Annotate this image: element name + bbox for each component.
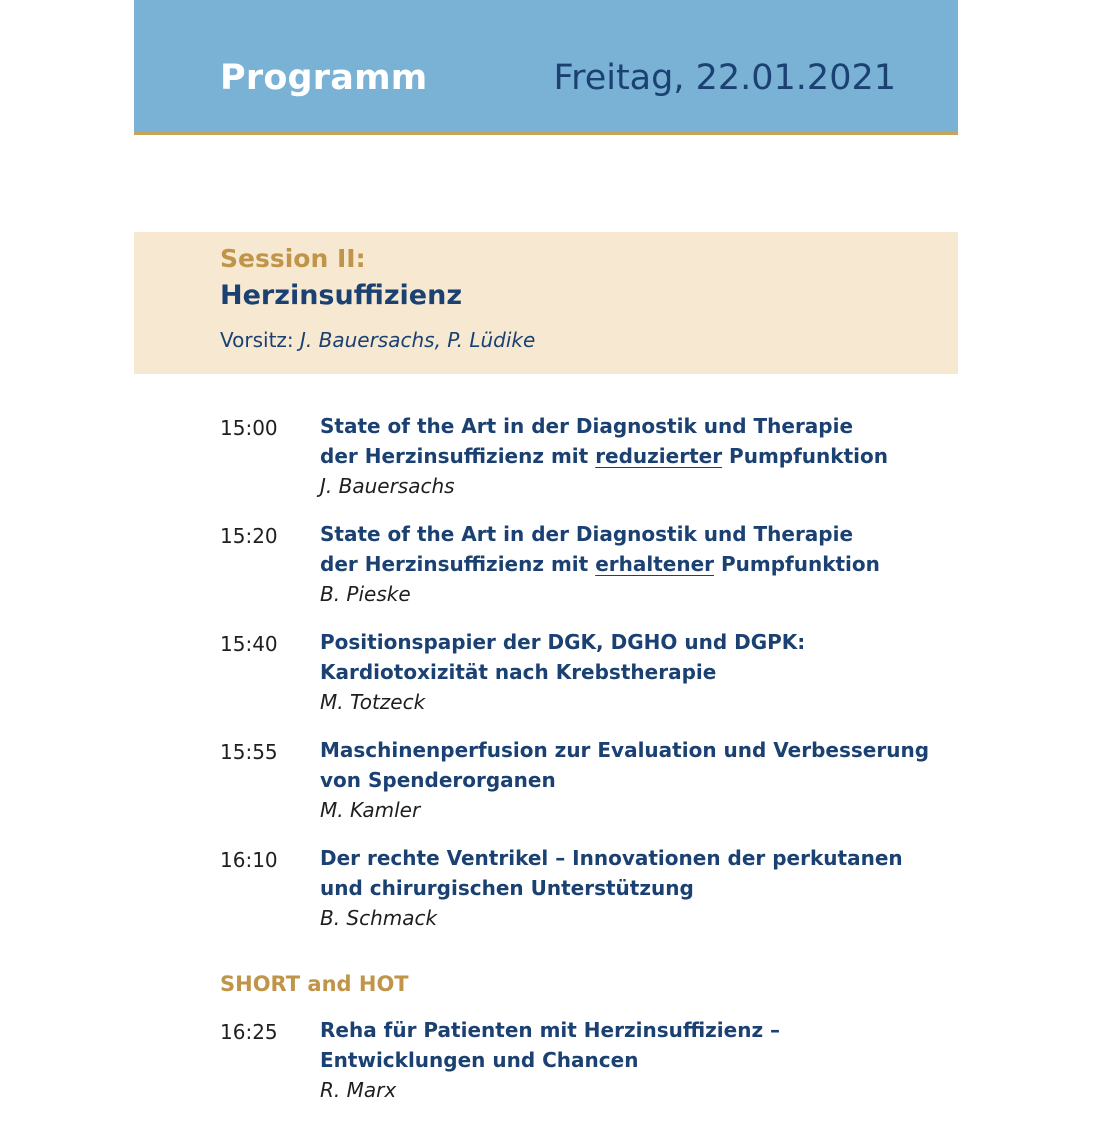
session-title: Herzinsuffizienz [220,280,463,311]
program-list [220,411,940,1123]
item-content [320,519,940,609]
title-underlined-word: erhaltener [595,552,714,576]
talk-title-line: Entwicklungen und Chancen [320,1048,639,1072]
item-content [320,843,940,933]
item-time: 15:55 [220,740,278,764]
talk-title-line: Der rechte Ventrikel – Innovationen der perkutanen [320,846,903,870]
item-content [320,1015,940,1105]
item-time: 15:20 [220,524,278,548]
program-date: Freitag, 22.01.2021 [553,58,896,98]
program-item [220,627,940,717]
title-segment: der Herzinsuffizienz mit [320,552,596,576]
talk-title-line: Positionspapier der DGK, DGHO und DGPK: [320,630,806,654]
session-label: Session II: [220,244,366,273]
item-time: 16:25 [220,1020,278,1044]
speaker-name: R. Marx [320,1078,397,1102]
talk-title-line: State of the Art in der Diagnostik und Therapie [320,414,854,438]
talk-title-line: und chirurgischen Unterstützung [320,876,694,900]
item-time: 15:40 [220,632,278,656]
speaker-name: J. Bauersachs [320,474,455,498]
session-box [134,232,958,374]
program-item [220,411,940,501]
item-content [320,735,940,825]
talk-title-line [320,441,940,471]
talk-title-line: State of the Art in der Diagnostik und Therapie [320,522,854,546]
title-segment: Pumpfunktion [722,444,888,468]
session-chair [220,328,535,352]
title-underlined-word: reduzierter [595,444,723,468]
title-segment: Pumpfunktion [714,552,880,576]
page-title: Programm [220,58,428,98]
title-segment: der Herzinsuffizienz mit [320,444,596,468]
item-content [320,627,940,717]
header-band [134,0,958,135]
program-item [220,735,940,825]
speaker-name: M. Totzeck [320,690,426,714]
talk-title-line [320,549,940,579]
talk-title-line: Kardiotoxizität nach Krebstherapie [320,660,717,684]
speaker-name: B. Schmack [320,906,438,930]
program-item [220,843,940,933]
talk-title-line: Reha für Patienten mit Herzinsuffizienz – [320,1018,781,1042]
chair-label: Vorsitz: [220,328,294,352]
chair-names: J. Bauersachs, P. Lüdike [300,328,536,352]
program-item [220,519,940,609]
talk-title-line: von Spenderorganen [320,768,556,792]
talk-title-line: Maschinenperfusion zur Evaluation und Verbesserung [320,738,930,762]
speaker-name: B. Pieske [320,582,411,606]
item-time: 16:10 [220,848,278,872]
item-time: 15:00 [220,416,278,440]
short-hot-heading: SHORT and HOT [220,972,409,996]
speaker-name: M. Kamler [320,798,421,822]
item-content [320,411,940,501]
program-item [220,1015,940,1105]
